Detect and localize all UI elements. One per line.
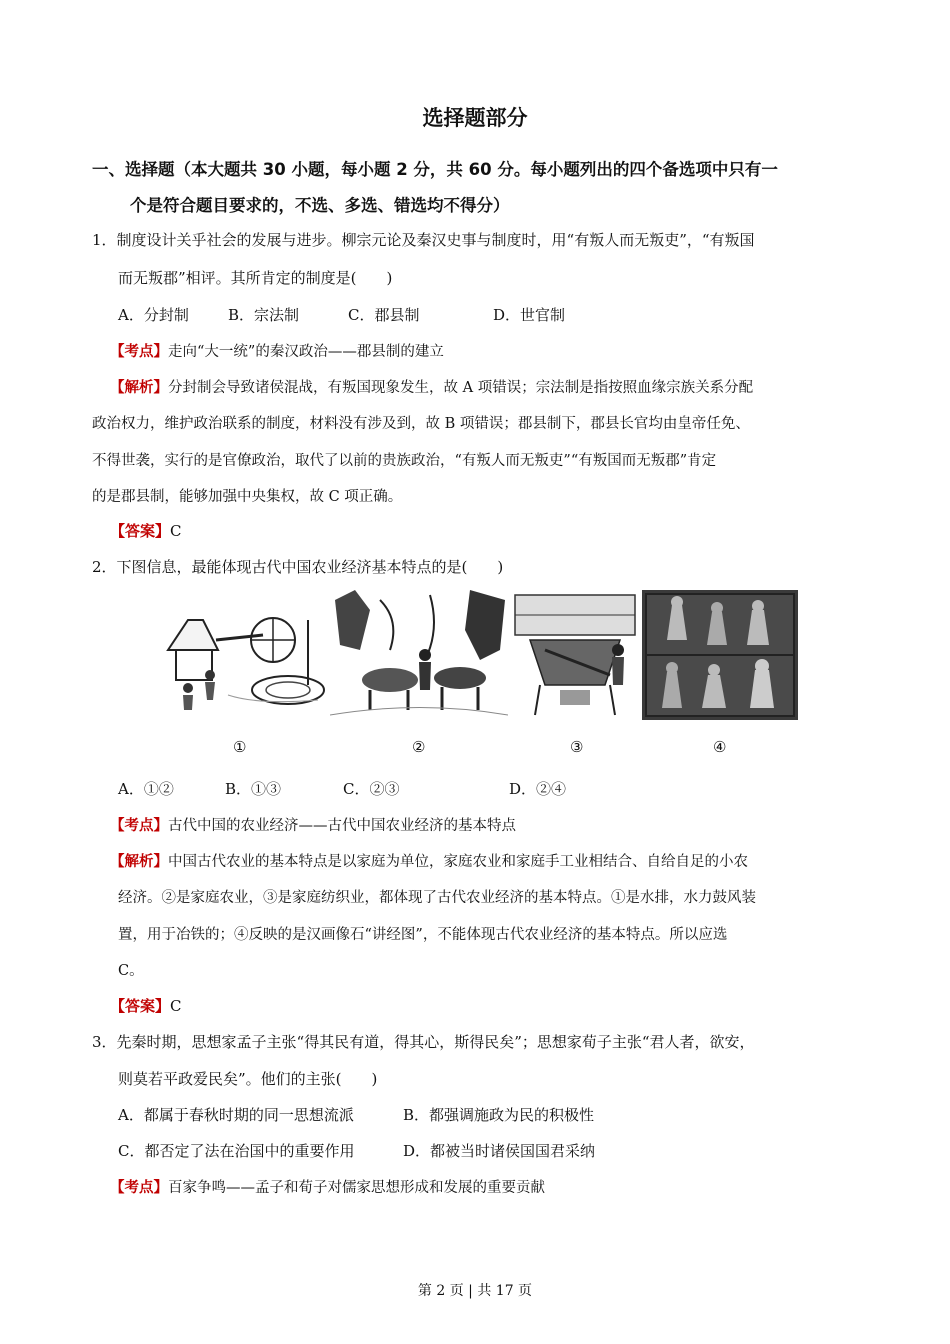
q3-option-a: A．都属于春秋时期的同一思想流派	[118, 1106, 354, 1124]
q1-answer-value: C	[170, 522, 182, 540]
q1-jiexi-line3: 不得世袭，实行的是官僚政治，取代了以前的贵族政治，“有叛人而无叛吏”“有叛国而无叛郡”肯定	[92, 453, 717, 469]
q2-figure	[158, 590, 798, 720]
q3-option-d: D．都被当时诸侯国国君采纳	[403, 1142, 596, 1160]
q2-answer-tag: 【答案】	[110, 997, 171, 1015]
figure-3-weaving-illustration	[510, 590, 640, 720]
q1-answer-tag: 【答案】	[110, 522, 171, 540]
q2-option-b: B．①③	[225, 780, 282, 798]
q3-option-b: B．都强调施政为民的积极性	[403, 1106, 595, 1124]
q1-jiexi-line1	[110, 376, 753, 397]
figure-4-stone-relief-illustration	[642, 590, 798, 720]
q1-options	[118, 304, 565, 325]
q2-jiexi-line1	[110, 850, 748, 871]
q1-option-a: A．分封制	[118, 306, 189, 324]
figure-2-farming-illustration	[330, 590, 508, 720]
q1-kaodian	[110, 340, 444, 361]
q2-jiexi-text1: 中国古代农业的基本特点是以家庭为单位，家庭农业和家庭手工业相结合、自给自足的小农	[168, 854, 748, 870]
q1-answer	[110, 520, 182, 541]
q2-kaodian-text: 古代中国的农业经济——古代中国农业经济的基本特点	[168, 818, 516, 834]
q1-option-d: D．世官制	[493, 306, 566, 324]
q2-jiexi-tag: 【解析】	[110, 854, 168, 870]
q2-option-a: A．①②	[118, 780, 174, 798]
figure-label-2: ②	[412, 738, 426, 756]
q2-stem: 2．下图信息，最能体现古代中国农业经济基本特点的是( )	[92, 558, 504, 576]
q2-kaodian-tag: 【考点】	[110, 818, 168, 834]
q1-stem-line1: 1．制度设计关乎社会的发展与进步。柳宗元论及秦汉史事与制度时，用“有叛人而无叛吏”，“有叛国	[92, 231, 755, 249]
q2-answer-value: C	[170, 997, 182, 1015]
q2-options	[118, 778, 566, 799]
q3-stem-line2: 则莫若平政爱民矣”。他们的主张( )	[118, 1070, 378, 1088]
q1-option-b: B．宗法制	[228, 306, 300, 324]
q1-jiexi-line2: 政治权力，维护政治联系的制度，材料没有涉及到，故 B 项错误；郡县制下，郡县长官均由皇帝任免、	[92, 416, 750, 432]
q2-jiexi-line4: C。	[118, 963, 144, 979]
figure-1-water-bellows-illustration	[158, 590, 328, 720]
q1-stem-line2: 而无叛郡”相评。其所肯定的制度是( )	[118, 269, 393, 287]
q2-answer	[110, 995, 182, 1016]
q2-jiexi-line3: 置，用于冶铁的；④反映的是汉画像石“讲经图”，不能体现古代农业经济的基本特点。所以应选	[118, 927, 728, 943]
q1-jiexi-tag: 【解析】	[110, 380, 168, 396]
q2-option-d: D．②④	[509, 780, 567, 798]
q3-kaodian	[110, 1176, 545, 1197]
q1-kaodian-text: 走向“大一统”的秦汉政治——郡县制的建立	[168, 344, 444, 360]
figure-label-1: ①	[233, 738, 247, 756]
q2-kaodian	[110, 814, 516, 835]
q2-option-c: C．②③	[343, 780, 400, 798]
q2-jiexi-line2: 经济。②是家庭农业，③是家庭纺织业，都体现了古代农业经济的基本特点。①是水排，水力鼓风装	[118, 890, 756, 906]
q1-kaodian-tag: 【考点】	[110, 344, 168, 360]
page-footer: 第 2 页 | 共 17 页	[417, 1283, 533, 1299]
q3-option-c: C．都否定了法在治国中的重要作用	[118, 1142, 355, 1160]
page-title: 选择题部分	[422, 106, 528, 130]
q3-stem-line1: 3．先秦时期，思想家孟子主张“得其民有道，得其心，斯得民矣”；思想家荀子主张“君人者，欲安，	[92, 1033, 755, 1051]
q1-option-c: C．郡县制	[348, 306, 420, 324]
q3-kaodian-text: 百家争鸣——孟子和荀子对儒家思想形成和发展的重要贡献	[168, 1180, 545, 1196]
q3-options-row2	[118, 1140, 595, 1161]
q3-kaodian-tag: 【考点】	[110, 1180, 168, 1196]
section-heading-line2: 个是符合题目要求的，不选、多选、错选均不得分）	[130, 196, 510, 215]
q3-options-row1	[118, 1104, 594, 1125]
figure-label-4: ④	[713, 738, 727, 756]
section-heading-line1: 一、选择题（本大题共 30 小题，每小题 2 分，共 60 分。每小题列出的四个备选项中只有一	[92, 160, 778, 179]
q1-jiexi-line4: 的是郡县制，能够加强中央集权，故 C 项正确。	[92, 489, 403, 505]
q1-jiexi-text1: 分封制会导致诸侯混战，有叛国现象发生，故 A 项错误；宗法制是指按照血缘宗族关系分配	[168, 380, 754, 396]
figure-label-3: ③	[570, 738, 584, 756]
